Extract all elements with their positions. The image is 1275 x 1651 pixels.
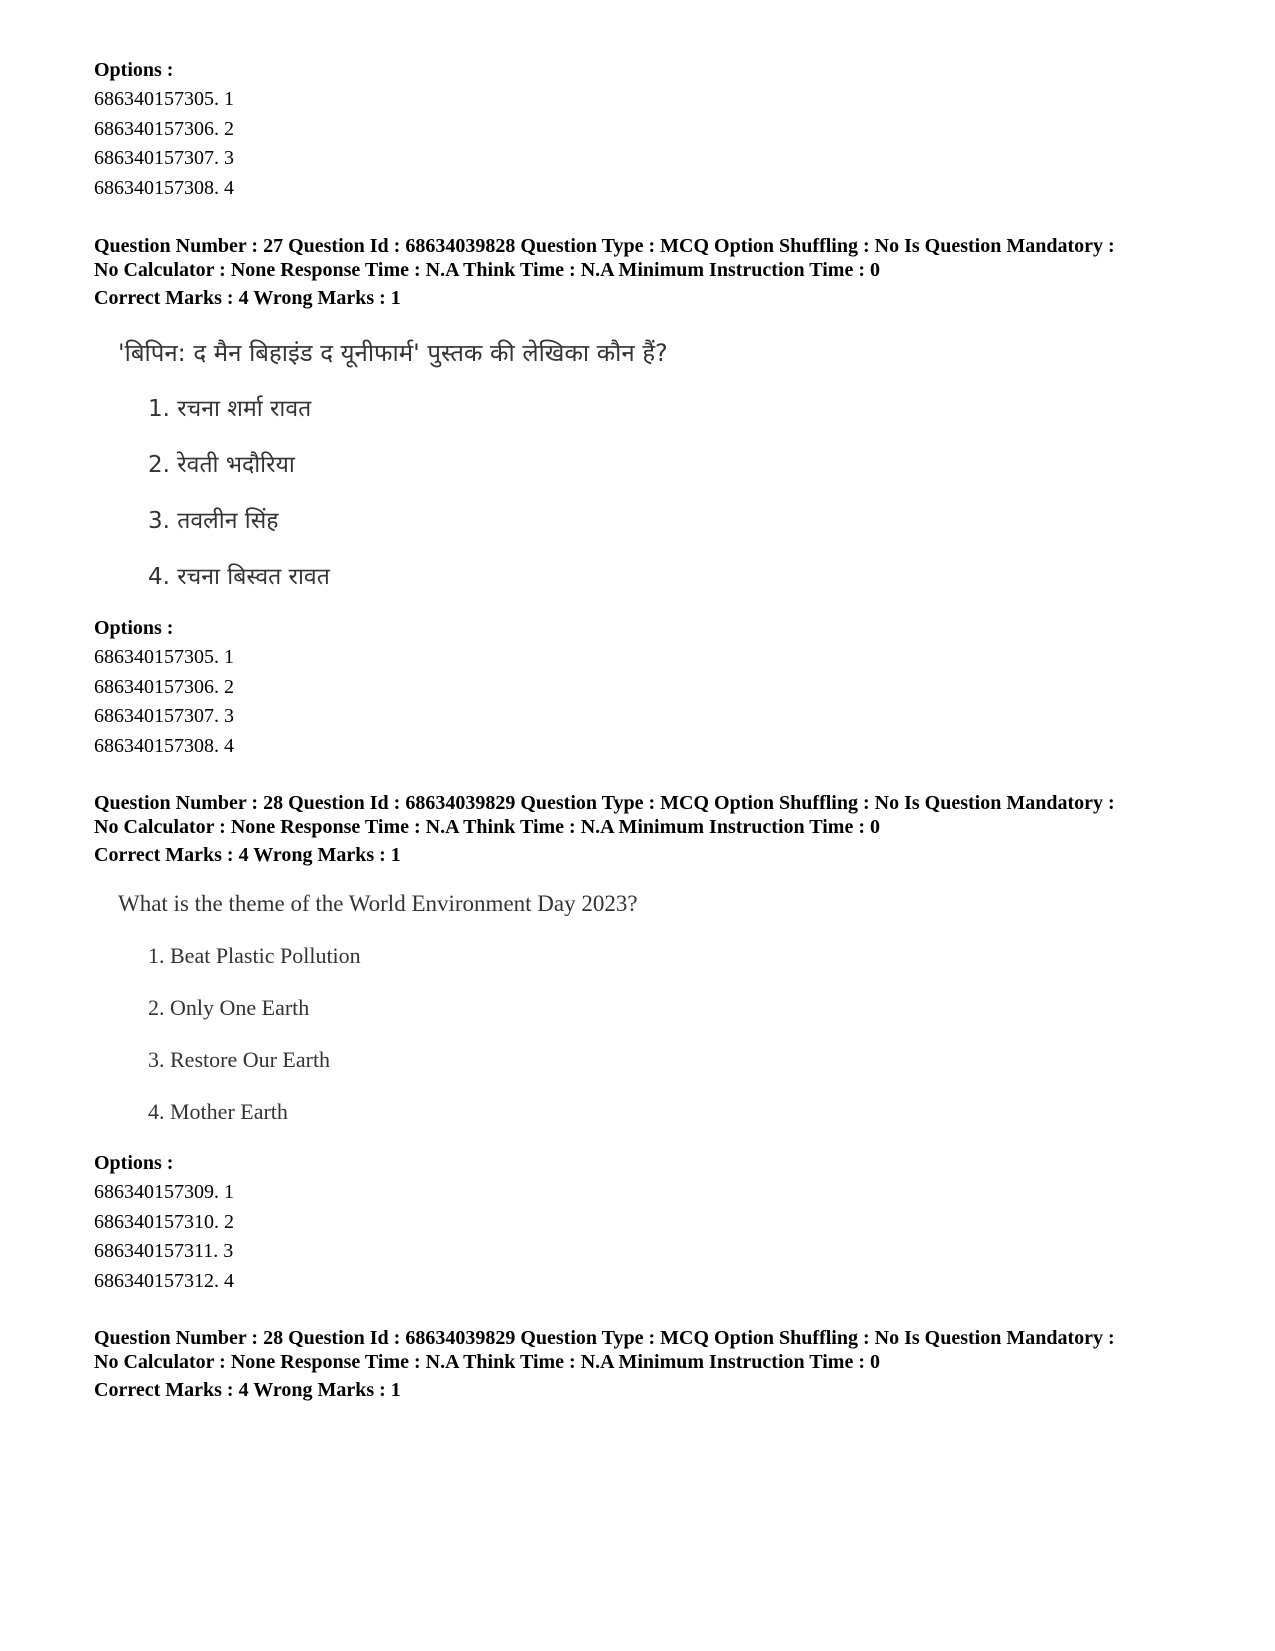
- option-item: 686340157306. 2: [94, 117, 234, 140]
- answer-choice: 2. रेवती भदौरिया: [148, 452, 295, 478]
- options-list: [94, 616, 1214, 761]
- question-27-header: [94, 234, 1214, 310]
- question-text: 'बिपिन: द मैन बिहाइंड द यूनीफार्म' पुस्तक की लेखिका कौन हैं?: [118, 339, 668, 367]
- option-item: 686340157308. 4: [94, 734, 234, 757]
- answer-choice: 1. रचना शर्मा रावत: [148, 396, 312, 422]
- option-item: 686340157307. 3: [94, 147, 234, 169]
- option-item: 686340157308. 4: [94, 176, 234, 199]
- answer-choice: 3. Restore Our Earth: [148, 1047, 331, 1072]
- answer-choice: 1. Beat Plastic Pollution: [148, 943, 361, 968]
- options-heading: Options :: [94, 617, 174, 639]
- question-meta-line: Question Number : 28 Question Id : 68634039829 Question Type : MCQ Option Shuffling : No Is Question Mandatory :: [94, 1327, 1115, 1349]
- option-item: 686340157310. 2: [94, 1210, 234, 1233]
- question-text: What is the theme of the World Environment Day 2023?: [118, 891, 638, 916]
- option-item: 686340157305. 1: [94, 646, 234, 668]
- question-28-repeat-header: [94, 1326, 1214, 1402]
- question-27-body: [118, 338, 818, 608]
- question-meta-line: No Calculator : None Response Time : N.A Think Time : N.A Minimum Instruction Time : 0: [94, 1351, 880, 1373]
- answer-choice: 4. Mother Earth: [148, 1099, 288, 1124]
- answer-choice: 4. रचना बिस्वत रावत: [148, 564, 330, 590]
- option-item: 686340157305. 1: [94, 88, 234, 110]
- question-meta-line: No Calculator : None Response Time : N.A Think Time : N.A Minimum Instruction Time : 0: [94, 816, 880, 838]
- answer-choice: 3. तवलीन सिंह: [148, 508, 279, 534]
- options-heading: Options :: [94, 1152, 174, 1174]
- question-marks: Correct Marks : 4 Wrong Marks : 1: [94, 1379, 401, 1401]
- question-28-body: [118, 890, 818, 1135]
- question-marks: Correct Marks : 4 Wrong Marks : 1: [94, 844, 401, 866]
- option-item: 686340157307. 3: [94, 705, 234, 727]
- options-list: [94, 1151, 1214, 1296]
- question-meta-line: No Calculator : None Response Time : N.A Think Time : N.A Minimum Instruction Time : 0: [94, 259, 880, 281]
- options-list: [94, 58, 1214, 203]
- question-meta-line: Question Number : 28 Question Id : 68634039829 Question Type : MCQ Option Shuffling : No Is Question Mandatory :: [94, 792, 1115, 814]
- answer-choice: 2. Only One Earth: [148, 995, 310, 1020]
- option-item: 686340157312. 4: [94, 1269, 234, 1292]
- option-item: 686340157306. 2: [94, 675, 234, 698]
- question-meta-line: Question Number : 27 Question Id : 68634039828 Question Type : MCQ Option Shuffling : No Is Question Mandatory :: [94, 235, 1115, 257]
- question-marks: Correct Marks : 4 Wrong Marks : 1: [94, 287, 401, 309]
- option-item: 686340157311. 3: [94, 1240, 234, 1262]
- option-item: 686340157309. 1: [94, 1181, 234, 1203]
- question-28-header: [94, 791, 1214, 867]
- options-heading: Options :: [94, 59, 174, 81]
